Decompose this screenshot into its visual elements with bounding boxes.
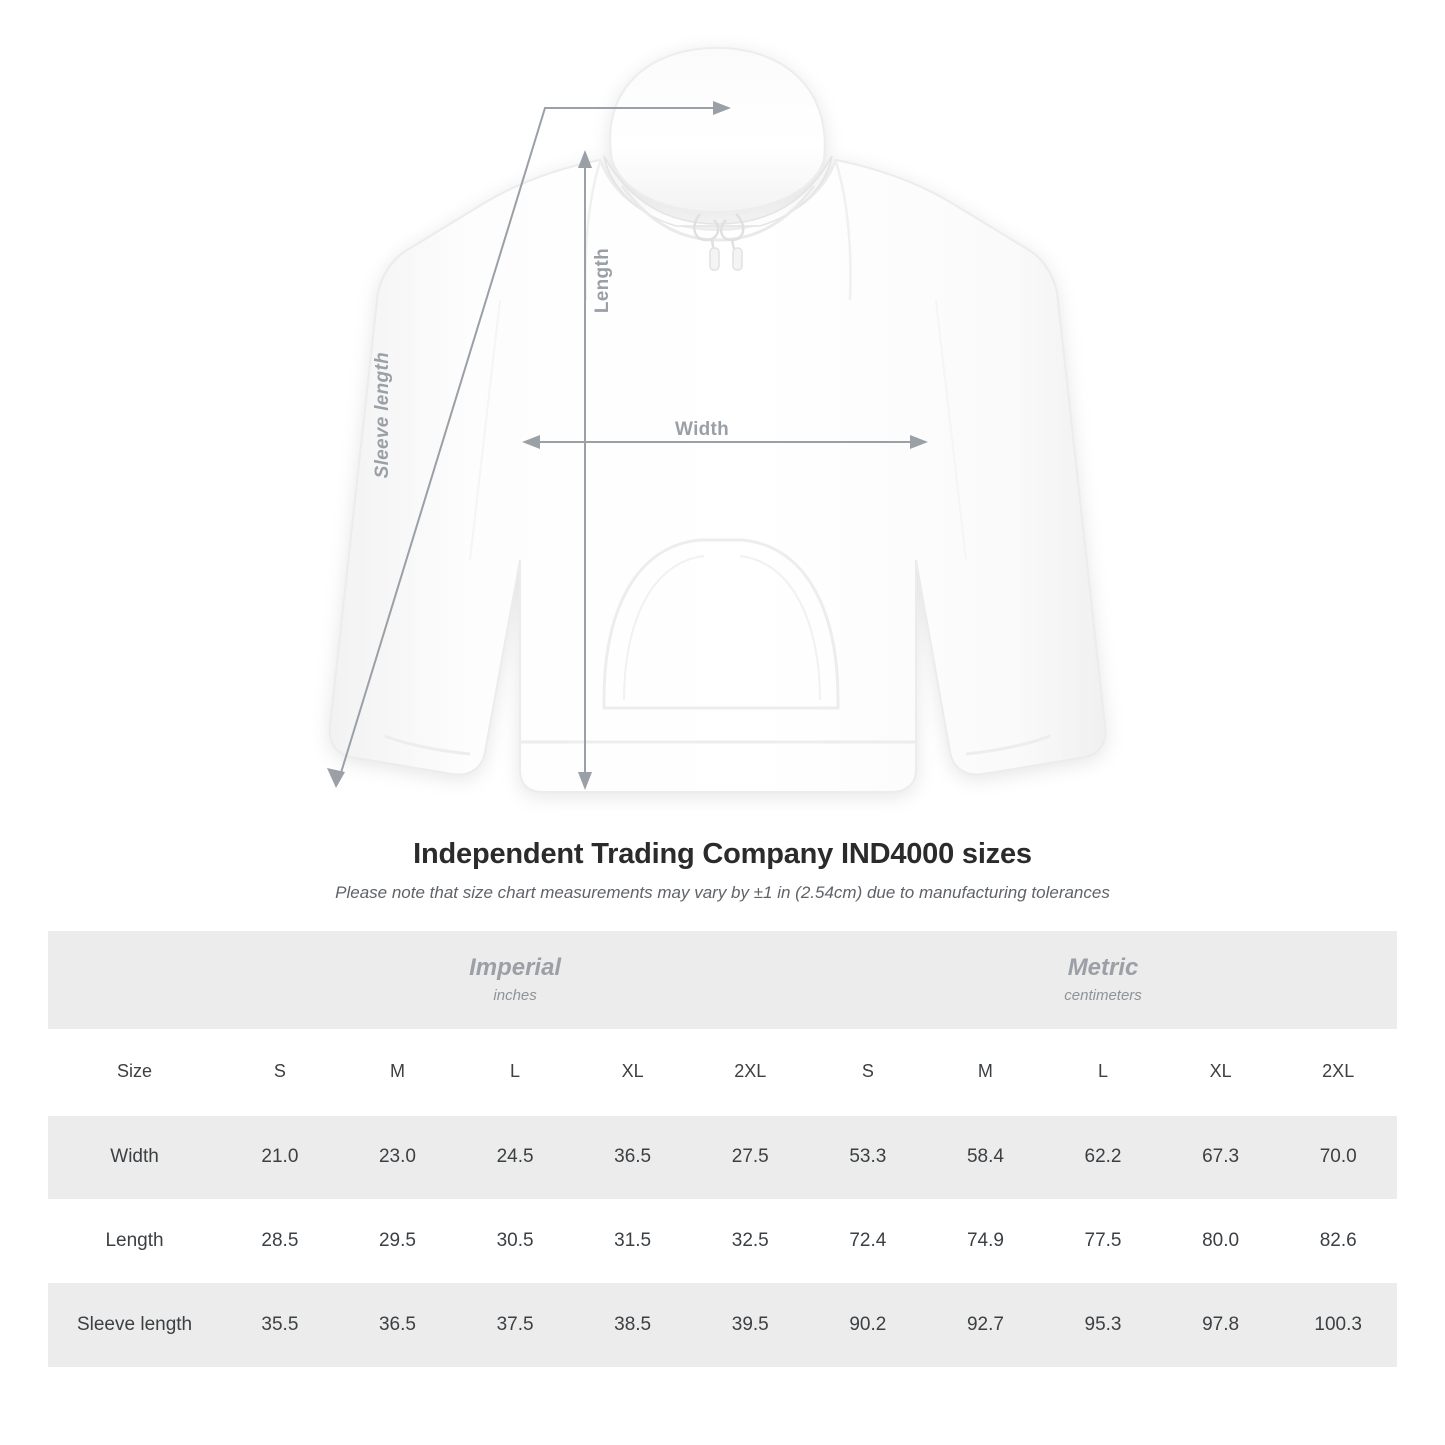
row-label-width: Width — [48, 1115, 221, 1199]
unit-spacer-cell — [48, 931, 221, 1029]
column-header-metric-s: S — [809, 1029, 927, 1115]
imperial-label: Imperial — [469, 953, 562, 981]
column-header-imperial-s: S — [221, 1029, 339, 1115]
cell-width-imperial-l: 24.5 — [456, 1115, 574, 1199]
cell-sleeve-imperial-m: 36.5 — [339, 1283, 457, 1367]
row-label-sleeve-length: Sleeve length — [48, 1283, 221, 1367]
cell-sleeve-imperial-2xl: 39.5 — [691, 1283, 809, 1367]
cell-length-metric-l: 77.5 — [1044, 1199, 1162, 1283]
length-measurement-label: Length — [592, 248, 613, 314]
chart-header — [0, 838, 1445, 903]
column-header-imperial-l: L — [456, 1029, 574, 1115]
cell-sleeve-imperial-xl: 38.5 — [574, 1283, 692, 1367]
column-header-size: Size — [48, 1029, 221, 1115]
column-header-imperial-xl: XL — [574, 1029, 692, 1115]
cell-width-metric-xl: 67.3 — [1162, 1115, 1280, 1199]
cell-length-imperial-l: 30.5 — [456, 1199, 574, 1283]
cell-length-imperial-xl: 31.5 — [574, 1199, 692, 1283]
cell-sleeve-metric-m: 92.7 — [927, 1283, 1045, 1367]
cell-sleeve-metric-2xl: 100.3 — [1279, 1283, 1397, 1367]
table-row — [48, 1199, 1397, 1283]
cell-sleeve-imperial-s: 35.5 — [221, 1283, 339, 1367]
size-table — [48, 931, 1397, 1367]
column-header-metric-xl: XL — [1162, 1029, 1280, 1115]
tolerance-note: Please note that size chart measurements may vary by ±1 in (2.54cm) due to manufacturing tolerances — [335, 883, 1110, 902]
size-header-row — [48, 1029, 1397, 1115]
column-header-metric-m: M — [927, 1029, 1045, 1115]
cell-length-metric-s: 72.4 — [809, 1199, 927, 1283]
imperial-unit-cell — [221, 931, 809, 1029]
cell-length-metric-2xl: 82.6 — [1279, 1199, 1397, 1283]
cell-sleeve-imperial-l: 37.5 — [456, 1283, 574, 1367]
page-title: Independent Trading Company IND4000 sizes — [413, 838, 1032, 870]
cell-width-imperial-2xl: 27.5 — [691, 1115, 809, 1199]
metric-label: Metric — [1067, 953, 1139, 981]
cell-width-imperial-m: 23.0 — [339, 1115, 457, 1199]
cell-width-metric-m: 58.4 — [927, 1115, 1045, 1199]
column-header-metric-l: L — [1044, 1029, 1162, 1115]
width-measurement-label: Width — [675, 419, 730, 440]
cell-width-imperial-xl: 36.5 — [574, 1115, 692, 1199]
sleeve-length-measurement-label: Sleeve length — [372, 352, 393, 479]
cell-width-metric-2xl: 70.0 — [1279, 1115, 1397, 1199]
cell-length-imperial-2xl: 32.5 — [691, 1199, 809, 1283]
table-row — [48, 1283, 1397, 1367]
cell-sleeve-metric-xl: 97.8 — [1162, 1283, 1280, 1367]
column-header-metric-2xl: 2XL — [1279, 1029, 1397, 1115]
cell-width-metric-l: 62.2 — [1044, 1115, 1162, 1199]
cell-sleeve-metric-s: 90.2 — [809, 1283, 927, 1367]
cell-length-metric-m: 74.9 — [927, 1199, 1045, 1283]
cell-width-imperial-s: 21.0 — [221, 1115, 339, 1199]
imperial-sublabel: inches — [493, 987, 537, 1005]
column-header-imperial-m: M — [339, 1029, 457, 1115]
cell-length-imperial-s: 28.5 — [221, 1199, 339, 1283]
size-table-container — [48, 931, 1397, 1367]
cell-length-metric-xl: 80.0 — [1162, 1199, 1280, 1283]
metric-unit-cell — [809, 931, 1397, 1029]
column-header-imperial-2xl: 2XL — [691, 1029, 809, 1115]
cell-sleeve-metric-l: 95.3 — [1044, 1283, 1162, 1367]
row-label-length: Length — [48, 1199, 221, 1283]
cell-width-metric-s: 53.3 — [809, 1115, 927, 1199]
unit-header-row — [48, 931, 1397, 1029]
cell-length-imperial-m: 29.5 — [339, 1199, 457, 1283]
metric-sublabel: centimeters — [1064, 987, 1142, 1005]
table-row — [48, 1115, 1397, 1199]
